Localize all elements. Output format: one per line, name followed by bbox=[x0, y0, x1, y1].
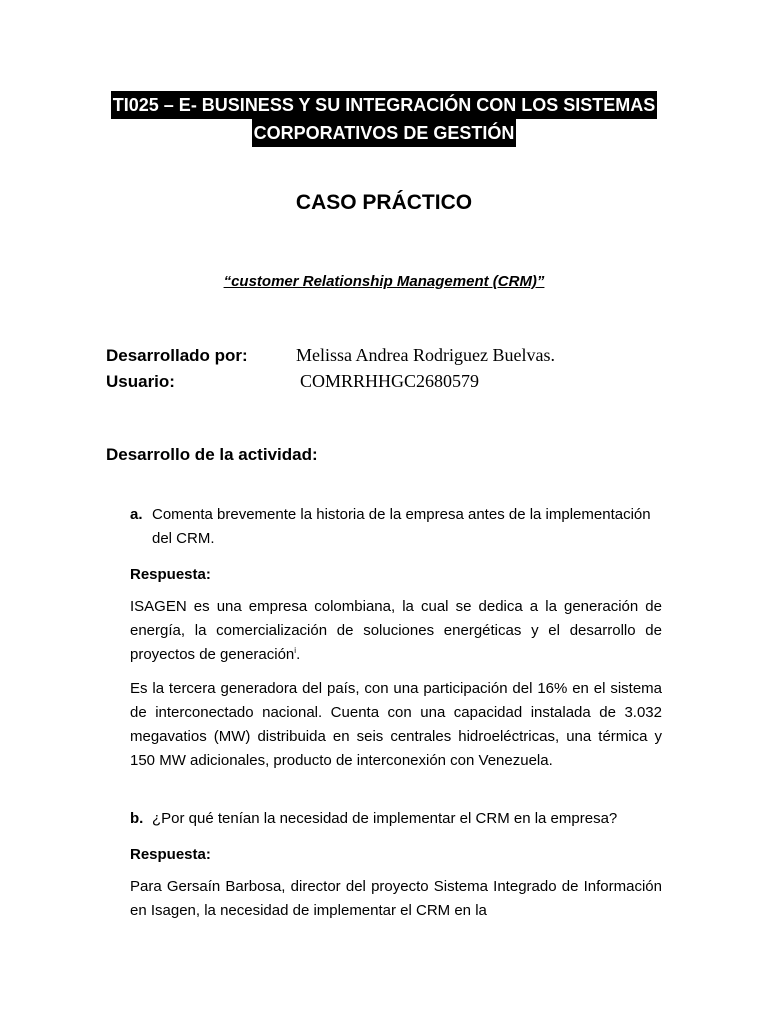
question-a-letter: a. bbox=[130, 506, 143, 523]
document-topic: “customer Relationship Management (CRM)” bbox=[223, 273, 545, 290]
document-title bbox=[0, 91, 768, 147]
answer-a-p2-text: Es la tercera generadora del país, con una participación del 16% en el sistema de interconectado nacional. Cuenta con una capacidad instalada de 3.032 megavatios (MW) distribuida en seis centrales hidroeléctricas, una térmica y 150 MW adicionales, producto de interconexión con Venezuela. bbox=[130, 680, 662, 769]
answer-b-paragraph-1 bbox=[130, 875, 662, 923]
document-subtitle: CASO PRÁCTICO bbox=[295, 191, 473, 214]
user-row bbox=[106, 368, 479, 395]
author-label: Desarrollado por: bbox=[106, 346, 248, 365]
response-label-b: Respuesta: bbox=[130, 846, 211, 863]
answer-a-paragraph-1 bbox=[130, 595, 662, 667]
response-label-a: Respuesta: bbox=[130, 566, 211, 583]
question-b-text: ¿Por qué tenían la necesidad de implementar el CRM en la empresa? bbox=[152, 810, 618, 827]
section-heading: Desarrollo de la actividad: bbox=[106, 445, 318, 464]
user-value: COMRRHHGC2680579 bbox=[300, 371, 480, 391]
question-b bbox=[130, 807, 662, 831]
footnote-marker: i bbox=[294, 646, 297, 655]
answer-a-p1-text: ISAGEN es una empresa colombiana, la cual se dedica a la generación de energía, la comercialización de soluciones energéticas y el desarrollo de proyectos de generación bbox=[130, 598, 662, 663]
title-line-1: TI025 – E- BUSINESS Y SU INTEGRACIÓN CON LOS SISTEMAS bbox=[111, 91, 657, 119]
answer-a-paragraph-2 bbox=[130, 677, 662, 773]
question-a-text: Comenta brevemente la historia de la empresa antes de la implementación del CRM. bbox=[152, 506, 651, 547]
author-value: Melissa Andrea Rodriguez Buelvas. bbox=[296, 345, 555, 365]
author-row bbox=[106, 342, 555, 369]
question-a bbox=[130, 503, 662, 551]
title-line-2: CORPORATIVOS DE GESTIÓN bbox=[252, 119, 517, 147]
user-label: Usuario: bbox=[106, 372, 175, 391]
answer-a-p1-end: . bbox=[296, 646, 301, 663]
question-b-letter: b. bbox=[130, 810, 144, 827]
answer-b-p1-text: Para Gersaín Barbosa, director del proyecto Sistema Integrado de Información en Isagen, la necesidad de implementar el CRM en la bbox=[130, 878, 662, 919]
